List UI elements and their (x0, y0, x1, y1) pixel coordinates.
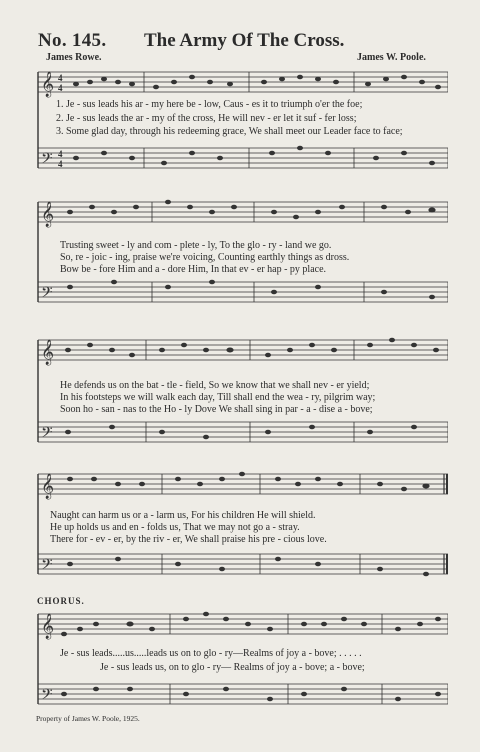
verse-line-3: Bow be - fore Him and a - dore Him, In that ev - er hap - py place. (60, 264, 327, 275)
svg-text:𝄢: 𝄢 (41, 556, 53, 576)
composer-credit: James W. Poole. (357, 52, 426, 63)
svg-text:𝄢: 𝄢 (41, 686, 53, 706)
svg-text:𝄞: 𝄞 (41, 473, 55, 498)
verse-line-3: Soon ho - san - nas to the Ho - ly Dove We shall sing in par - a - dise a - bove; (60, 404, 373, 415)
verse-line-2: In his footsteps we will walk each day, Till shall end the wea - ry, pilgrim way; (60, 392, 376, 403)
music-system-2 (34, 190, 448, 320)
svg-text:𝄢: 𝄢 (41, 150, 53, 170)
verse-line-1: Naught can harm us or a - larm us, For his children He will shield. (50, 510, 316, 521)
verse-line-3: There for - ev - er, by the riv - er, We shall praise his pre - cious love. (50, 534, 327, 545)
svg-text:𝄢: 𝄢 (41, 424, 53, 444)
lyricist-credit: James Rowe. (46, 52, 102, 63)
music-system-4 (34, 466, 448, 596)
hymn-number: No. 145. (38, 30, 107, 51)
music-system-3 (34, 330, 448, 460)
svg-text:𝄞: 𝄞 (41, 71, 55, 96)
svg-text:4: 4 (58, 159, 63, 169)
verse-line-3: 3. Some glad day, through his redeeming grace, We shall meet our Leader face to face; (56, 126, 403, 137)
hymn-title: The Army Of The Cross. (144, 30, 345, 51)
verse-line-2: 2. Je - sus leads the ar - my of the cross, He will nev - er let it suf - fer loss; (56, 113, 357, 124)
verse-line-2: So, re - joic - ing, praise we're voicing, Counting earthly things as dross. (60, 252, 350, 263)
svg-text:𝄢: 𝄢 (41, 284, 53, 304)
verse-line-1: He defends us on the bat - tle - field, So we know that we shall nev - er yield; (60, 380, 370, 391)
svg-text:4: 4 (58, 83, 63, 93)
svg-text:𝄞: 𝄞 (41, 339, 55, 364)
hymn-header (38, 30, 448, 52)
svg-text:𝄞: 𝄞 (41, 201, 55, 226)
verse-line-1: Trusting sweet - ly and com - plete - ly, To the glo - ry - land we go. (60, 240, 332, 251)
verse-line-1: 1. Je - sus leads his ar - my here be - low, Caus - es it to triumph o'er the foe; (56, 99, 363, 110)
chorus-line-2: Je - sus leads us, on to glo - ry— Realms of joy a - bove; a - bove; (100, 662, 365, 673)
music-system-chorus (34, 604, 448, 710)
svg-text:4: 4 (58, 73, 63, 83)
copyright-footer: Property of James W. Poole, 1925. (36, 714, 140, 723)
music-system-1 (34, 64, 448, 184)
svg-text:𝄞: 𝄞 (41, 613, 55, 638)
chorus-line-1: Je - sus leads.....us.....leads us on to glo - ry—Realms of joy a - bove; . . . . . (60, 648, 362, 659)
verse-line-2: He up holds us and en - folds us, That we may not go a - stray. (50, 522, 300, 533)
chorus-label: CHORUS. (37, 596, 85, 606)
svg-text:4: 4 (58, 149, 63, 159)
